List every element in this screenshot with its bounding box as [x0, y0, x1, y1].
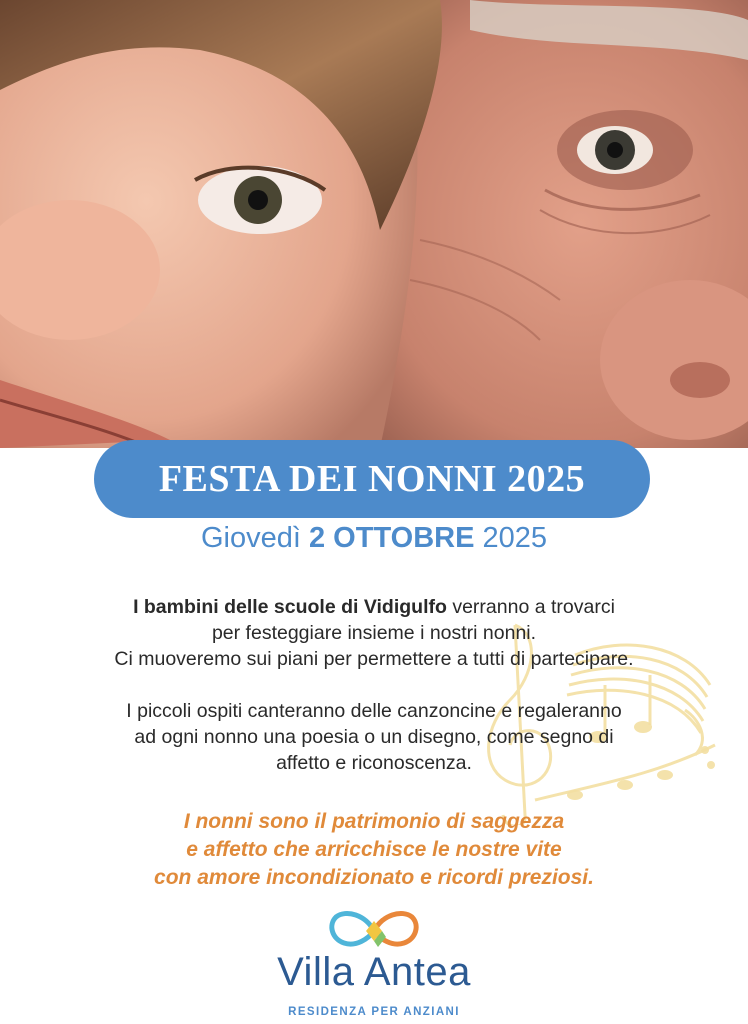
description-line: I piccoli ospiti canteranno delle canzoncine e regaleranno — [126, 700, 622, 722]
brand-tagline: RESIDENZA PER ANZIANI — [288, 1006, 460, 1018]
description-line: per festeggiare insieme i nostri nonni. — [211, 622, 537, 644]
description-highlight: I bambini delle scuole di Vidigulfo — [133, 596, 447, 618]
date-year: 2025 — [482, 522, 548, 554]
description-line: ad ogni nonno una poesia o un disegno, come segno di — [134, 726, 614, 748]
closing-quote — [40, 808, 708, 892]
quote-line: I nonni sono il patrimonio di saggezza — [183, 810, 565, 833]
description-line-1-rest: verranno a trovarci — [446, 596, 615, 618]
brand-name: Villa Antea — [277, 950, 471, 994]
event-description — [40, 594, 708, 776]
event-title-banner — [94, 440, 650, 518]
description-line: Ci muoveremo sui piani per permettere a tutti di partecipare. — [114, 648, 634, 670]
hero-photo — [0, 0, 748, 448]
event-date — [0, 522, 748, 555]
quote-line: e affetto che arricchisce le nostre vite — [186, 838, 562, 861]
quote-line: con amore incondizionato e ricordi preziosi. — [154, 866, 594, 889]
description-line — [40, 594, 708, 620]
date-weekday: Giovedì — [200, 522, 301, 554]
child-grandparent-faces-illustration — [0, 0, 748, 448]
description-line: affetto e riconoscenza. — [276, 752, 472, 774]
event-title: FESTA DEI NONNI 2025 — [158, 458, 586, 500]
date-day-month: 2 OTTOBRE — [309, 522, 475, 554]
villa-antea-logo-icon — [326, 905, 422, 955]
